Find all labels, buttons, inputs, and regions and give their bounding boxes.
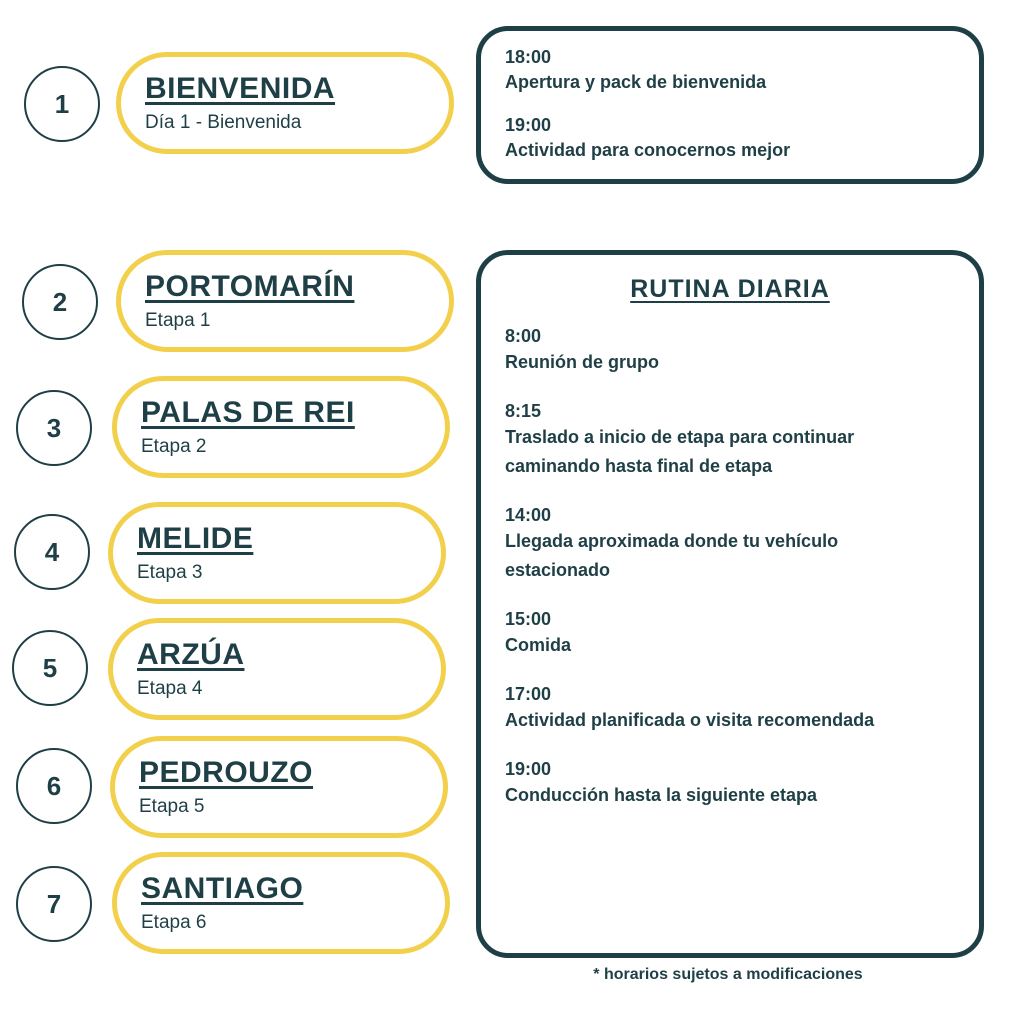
stage-card-pedrouzo [110,736,448,838]
stage-card-palas-de-rei [112,376,450,478]
stage-number-5: 5 [12,630,88,706]
schedule-item [505,45,957,95]
stage-title: PORTOMARÍN [145,270,355,303]
stage-number-3: 3 [16,390,92,466]
stage-subtitle: Etapa 6 [141,912,207,933]
stage-subtitle: Etapa 3 [137,562,203,583]
stage-card-portomarin [116,250,454,352]
routine-item [505,607,919,660]
stage-title: ARZÚA [137,638,245,671]
routine-desc: Reunión de grupo [505,352,659,372]
routine-item [505,399,919,481]
welcome-schedule-box [476,26,984,184]
stage-number-1: 1 [24,66,100,142]
stage-number-4: 4 [14,514,90,590]
schedule-time: 19:00 [505,115,552,135]
schedule-item [505,113,957,163]
stage-title: MELIDE [137,522,254,555]
stage-card-arzua [108,618,446,720]
stage-title: BIENVENIDA [145,72,336,105]
stage-subtitle: Día 1 - Bienvenida [145,112,302,133]
stage-subtitle: Etapa 1 [145,310,211,331]
stage-subtitle: Etapa 5 [139,796,205,817]
routine-desc: Actividad planificada o visita recomendada [505,710,875,730]
daily-routine-title: RUTINA DIARIA [630,275,830,303]
stage-card-santiago [112,852,450,954]
routine-desc: Llegada aproximada donde tu vehículo estacionado [505,531,839,580]
stage-title: PEDROUZO [139,756,314,789]
routine-time: 8:00 [505,326,542,346]
routine-item [505,757,919,810]
stage-title: PALAS DE REI [141,396,355,429]
stage-title: SANTIAGO [141,872,304,905]
stage-card-bienvenida [116,52,454,154]
routine-time: 14:00 [505,505,552,525]
routine-time: 19:00 [505,759,552,779]
routine-time: 15:00 [505,609,552,629]
routine-time: 17:00 [505,684,552,704]
routine-desc: Comida [505,635,572,655]
routine-time: 8:15 [505,401,542,421]
routine-item [505,503,919,585]
schedule-desc: Apertura y pack de bienvenida [505,72,767,92]
stage-number-6: 6 [16,748,92,824]
stage-subtitle: Etapa 4 [137,678,203,699]
footnote: * horarios sujetos a modificaciones [593,966,863,983]
routine-item [505,682,919,735]
stage-card-melide [108,502,446,604]
stage-subtitle: Etapa 2 [141,436,207,457]
stage-number-2: 2 [22,264,98,340]
daily-routine-box [476,250,984,958]
schedule-desc: Actividad para conocernos mejor [505,140,791,160]
routine-item [505,324,919,377]
routine-desc: Conducción hasta la siguiente etapa [505,785,818,805]
routine-desc: Traslado a inicio de etapa para continuar caminando hasta final de etapa [505,427,855,476]
schedule-time: 18:00 [505,47,552,67]
stage-number-7: 7 [16,866,92,942]
